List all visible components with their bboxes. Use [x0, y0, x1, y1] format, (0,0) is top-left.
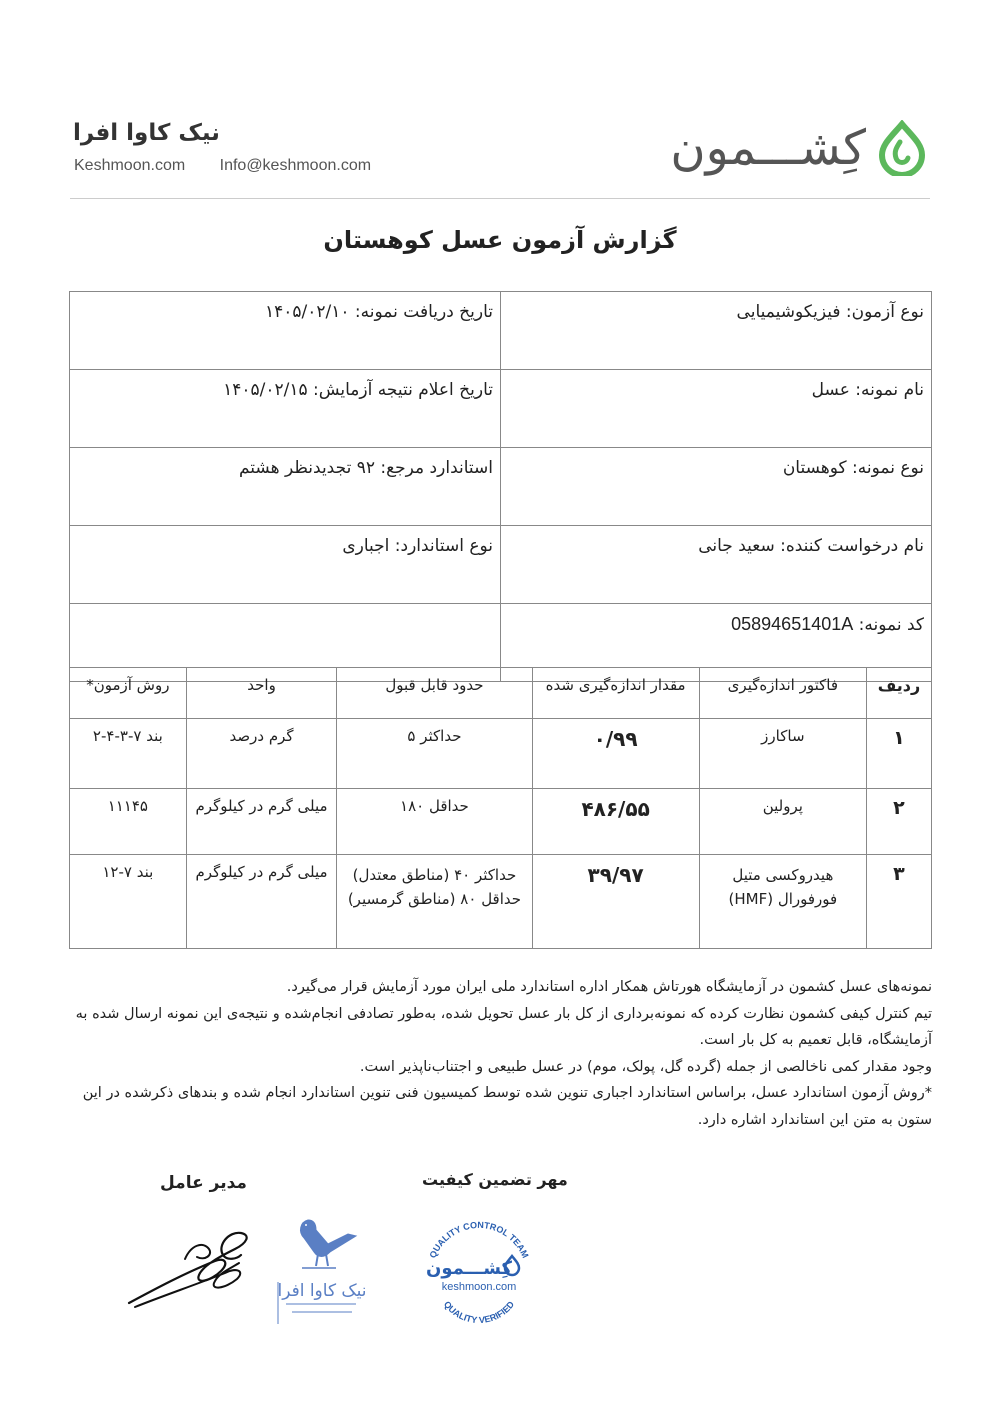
test-method: بند ۷-۳-۴-۲: [70, 719, 187, 789]
note-paragraph: *روش آزمون استاندارد عسل، براساس استاندارد اجباری تنوین شده توسط کمیسیون فنی تنوین استاندارد انجام شده و بندهای ذکرشده در این ستون به متن این استاندارد اشاره دارد.: [82, 1085, 932, 1128]
receipt-date: تاریخ دریافت نمونه: ۱۴۰۵/۰۲/۱۰: [70, 292, 501, 370]
header-divider: [70, 198, 930, 199]
results-header-row: [70, 668, 932, 719]
sample-code-label: کد نمونه:: [858, 615, 924, 635]
report-notes: [70, 974, 932, 1133]
measured-value: ۰/۹۹: [532, 719, 699, 789]
row-index: ۱: [866, 719, 931, 789]
note-paragraph: وجود مقدار کمی ناخالصی از جمله (گرده گل، پولک، موم) در عسل طبیعی و اجتناب‌ناپذیر است.: [359, 1058, 932, 1075]
quality-seal: [414, 1210, 544, 1340]
note-paragraph: نمونه‌های عسل کشمون در آزمایشگاه هورتاش همکار اداره استاندارد ملی ایران مورد آزمایش قرار می‌گیرد.: [286, 979, 932, 995]
column-header: واحد: [186, 668, 337, 719]
factor: پرولین: [699, 789, 866, 855]
row-index: ۲: [866, 789, 931, 855]
report-title: گزارش آزمون عسل کوهستان: [323, 226, 677, 254]
row-index: ۳: [866, 855, 931, 949]
brand-logo: [670, 120, 930, 176]
unit: میلی گرم در کیلوگرم: [186, 855, 337, 949]
sample-info-table: [69, 291, 932, 682]
unit: گرم درصد: [186, 719, 337, 789]
company-name: نیک کاوا افرا: [73, 120, 220, 146]
website-link[interactable]: Keshmoon.com: [74, 157, 186, 174]
brand-name: کِشـــمون: [670, 120, 866, 176]
acceptable-limit: حداقل ۱۸۰: [337, 789, 532, 855]
factor: هیدروکسی متیل فورفورال (HMF): [699, 855, 866, 949]
unit: میلی گرم در کیلوگرم: [186, 789, 337, 855]
column-header: فاکتور اندازه‌گیری: [699, 668, 866, 719]
svg-text:QUALITY VERIFIED: [442, 1299, 517, 1325]
stamp-text: نیک کاوا افرا: [277, 1281, 367, 1301]
svg-text:QUALITY CONTROL TEAM: [427, 1220, 530, 1260]
measured-value: ۳۹/۹۷: [532, 855, 699, 949]
standard-type: نوع استاندارد: اجباری: [70, 526, 501, 604]
column-header: مقدار اندازه‌گیری شده: [532, 668, 699, 719]
manager-signature: [125, 1215, 255, 1315]
sample-type: نوع نمونه: کوهستان: [501, 448, 932, 526]
column-header: روش آزمون*: [70, 668, 187, 719]
seal-bottom-text: QUALITY VERIFIED: [441, 1299, 517, 1326]
test-method: بند ۷-۱۲: [70, 855, 187, 949]
table-row: [70, 789, 932, 855]
result-date: تاریخ اعلام نتیجه آزمایش: ۱۴۰۵/۰۲/۱۵: [70, 370, 501, 448]
table-row: [70, 855, 932, 949]
drop-logo-icon: [874, 120, 930, 176]
info-row: [70, 448, 932, 526]
measured-value: ۴۸۶/۵۵: [532, 789, 699, 855]
quality-seal-label: مهر تضمین کیفیت: [422, 1170, 568, 1189]
column-header: حدود قابل قبول: [337, 668, 532, 719]
document-header: [70, 110, 930, 200]
reference-standard: استاندارد مرجع: ۹۲ تجدیدنظر هشتم: [70, 448, 501, 526]
acceptable-limit: حداکثر ۴۰ (مناطق معتدل) حداقل ۸۰ (مناطق گرمسیر): [337, 855, 532, 949]
seal-brand: کِشـــمون: [426, 1258, 512, 1279]
column-header: ردیف: [866, 668, 931, 719]
seal-site: keshmoon.com: [441, 1281, 517, 1293]
contact-info: [74, 157, 401, 175]
results-table: [69, 667, 932, 949]
info-row: [70, 370, 932, 448]
company-stamp: [272, 1212, 368, 1332]
test-type: نوع آزمون: فیزیکوشیمیایی: [501, 292, 932, 370]
test-method: ۱۱۱۴۵: [70, 789, 187, 855]
table-row: [70, 719, 932, 789]
seal-top-text: QUALITY CONTROL TEAM: [427, 1219, 531, 1260]
note-paragraph: تیم کنترل کیفی کشمون نظارت کرده که نمونه‌برداری از کل بار عسل تحویل شده، به‌طور تصادفی انجام‌شده و نتیجه‌ی این نمونه ارسال شده به آزمایشگاه، قابل تعمیم به کل بار است.: [75, 1005, 932, 1048]
info-row: [70, 526, 932, 604]
info-row: [70, 292, 932, 370]
email-link[interactable]: Info@keshmoon.com: [219, 157, 372, 174]
manager-label: مدیر عامل: [160, 1173, 247, 1193]
factor: ساکارز: [699, 719, 866, 789]
acceptable-limit: حداکثر ۵: [337, 719, 532, 789]
requester: نام درخواست کننده: سعید جانی: [501, 526, 932, 604]
sample-name: نام نمونه: عسل: [501, 370, 932, 448]
sample-code: 05894651401A: [731, 614, 854, 634]
